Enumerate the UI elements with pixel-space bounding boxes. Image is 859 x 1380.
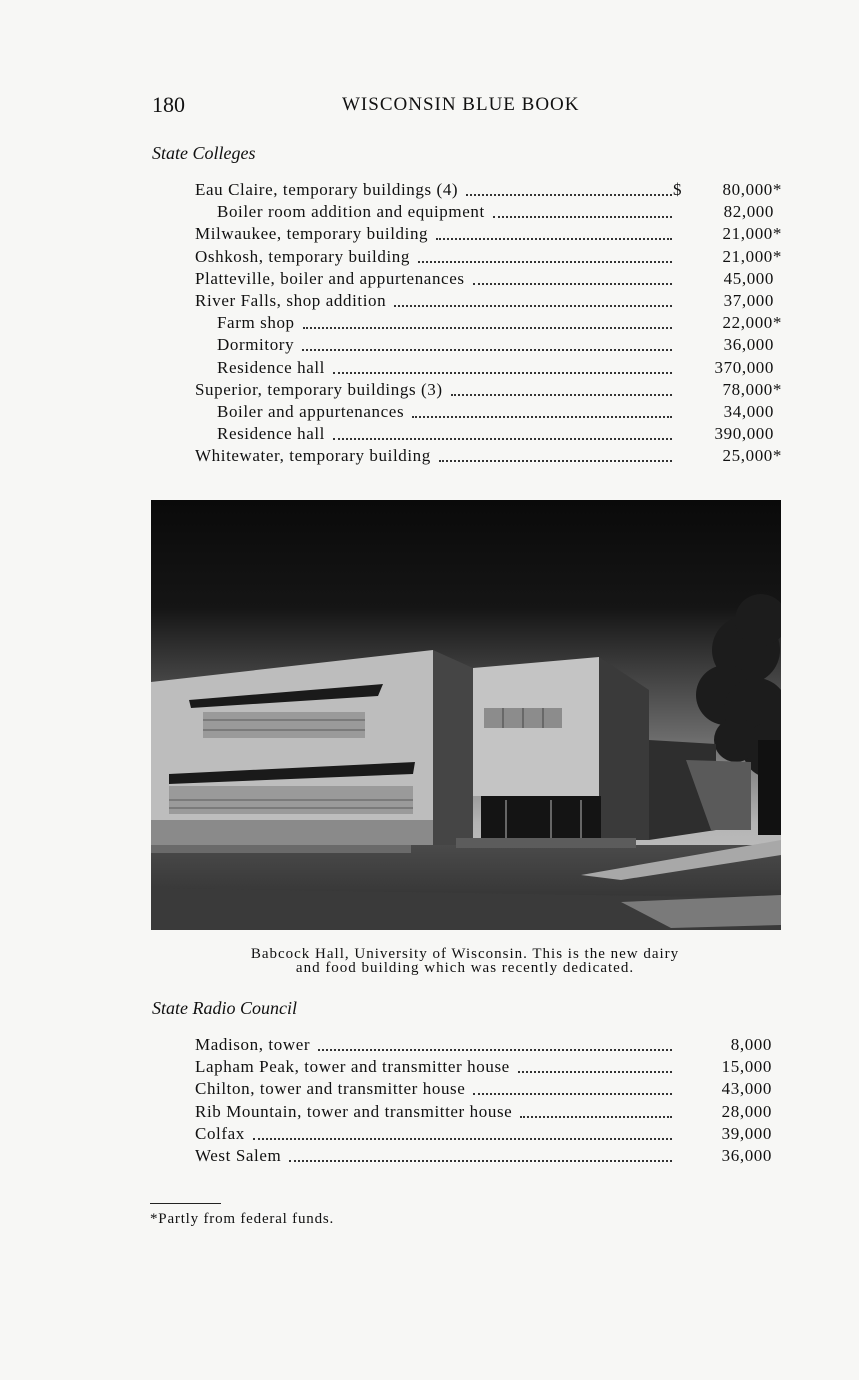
- item-amount: 82,000: [723, 202, 774, 222]
- item-amount: 39,000: [721, 1123, 772, 1143]
- caption-line-2: and food building which was recently dedicated.: [295, 960, 635, 976]
- dot-leader: [394, 305, 672, 307]
- ledger-row: [195, 1057, 790, 1079]
- ledger-row: [195, 291, 790, 313]
- state-radio-council-appropriations-list: [195, 1035, 790, 1168]
- item-amount: 8,000: [730, 1035, 772, 1054]
- item-amount: 80,000*: [722, 180, 782, 199]
- ledger-row: [195, 402, 790, 424]
- item-amount: 25,000*: [722, 446, 782, 466]
- ledger-row: [195, 1079, 790, 1101]
- item-label: Farm shop: [217, 313, 295, 333]
- ledger-row: [195, 1146, 790, 1168]
- dot-leader: [520, 1116, 672, 1118]
- ledger-row: [195, 202, 790, 224]
- footnote-rule: [150, 1203, 221, 1204]
- dot-leader: [493, 216, 672, 218]
- ledger-row: [195, 247, 790, 269]
- page-number: 180: [152, 92, 185, 117]
- ledger-row: [195, 1035, 790, 1057]
- dot-leader: [439, 460, 672, 462]
- item-label: Colfax: [195, 1123, 245, 1143]
- photo-caption: [160, 947, 770, 975]
- item-amount: 390,000: [714, 424, 774, 444]
- dot-leader: [303, 327, 672, 329]
- item-label: Eau Claire, temporary buildings (4): [195, 180, 459, 199]
- item-amount: 45,000: [723, 268, 774, 288]
- dot-leader: [302, 349, 672, 351]
- item-label: Boiler room addition and equipment: [217, 202, 485, 222]
- dot-leader: [518, 1071, 672, 1073]
- dot-leader: [412, 416, 672, 418]
- item-amount: 22,000*: [722, 313, 782, 333]
- footnote: *Partly from federal funds.: [150, 1211, 335, 1227]
- item-label: Superior, temporary buildings (3): [195, 379, 443, 399]
- dot-leader: [333, 438, 672, 440]
- ledger-row: [195, 446, 790, 468]
- section-heading-state-colleges: State Colleges: [152, 143, 256, 163]
- section-heading-state-radio-council: State Radio Council: [152, 998, 297, 1018]
- item-label: Platteville, boiler and appurtenances: [195, 268, 465, 288]
- item-amount: 37,000: [723, 290, 774, 310]
- item-label: Whitewater, temporary building: [195, 446, 431, 466]
- dot-leader: [418, 261, 672, 263]
- dot-leader: [451, 394, 672, 396]
- item-label: Madison, tower: [195, 1035, 311, 1054]
- dot-leader: [436, 238, 672, 240]
- ledger-row: [195, 1102, 790, 1124]
- item-amount: 21,000*: [722, 224, 782, 244]
- item-label: Residence hall: [217, 424, 326, 444]
- item-label: River Falls, shop addition: [195, 290, 387, 310]
- item-amount: 28,000: [721, 1101, 772, 1121]
- dot-leader: [289, 1160, 672, 1162]
- ledger-row: [195, 313, 790, 335]
- item-label: Lapham Peak, tower and transmitter house: [195, 1057, 510, 1077]
- dot-leader: [473, 283, 672, 285]
- item-amount: 36,000: [723, 335, 774, 355]
- dot-leader: [253, 1138, 672, 1140]
- item-amount: 43,000: [721, 1079, 772, 1099]
- item-amount: 15,000: [721, 1057, 772, 1077]
- ledger-row: [195, 424, 790, 446]
- item-amount: 370,000: [714, 357, 774, 377]
- ledger-row: [195, 269, 790, 291]
- ledger-row: [195, 1124, 790, 1146]
- item-label: Chilton, tower and transmitter house: [195, 1079, 466, 1099]
- dot-leader: [333, 372, 672, 374]
- item-amount: 34,000: [723, 401, 774, 421]
- caption-line-1: Babcock Hall, University of Wisconsin. This is the new dairy: [250, 946, 680, 962]
- item-amount: 21,000*: [722, 246, 782, 266]
- state-colleges-appropriations-list: [195, 180, 790, 468]
- babcock-hall-photo: [151, 500, 781, 930]
- dollar-sign: $: [673, 180, 683, 199]
- dot-leader: [466, 194, 672, 196]
- ledger-row: [195, 358, 790, 380]
- ledger-row: [195, 335, 790, 357]
- dot-leader: [318, 1049, 672, 1051]
- ledger-row: [195, 380, 790, 402]
- item-label: Boiler and appurtenances: [217, 401, 405, 421]
- item-label: Oshkosh, temporary building: [195, 246, 410, 266]
- item-label: Milwaukee, temporary building: [195, 224, 429, 244]
- item-amount: 36,000: [721, 1145, 772, 1165]
- dot-leader: [473, 1093, 672, 1095]
- item-amount: 78,000*: [722, 379, 782, 399]
- ledger-row: [195, 224, 790, 246]
- item-label: Dormitory: [217, 335, 295, 355]
- ledger-row: [195, 180, 790, 202]
- item-label: Residence hall: [217, 357, 326, 377]
- running-title: WISCONSIN BLUE BOOK: [342, 94, 580, 115]
- item-label: Rib Mountain, tower and transmitter house: [195, 1101, 513, 1121]
- item-label: West Salem: [195, 1145, 282, 1165]
